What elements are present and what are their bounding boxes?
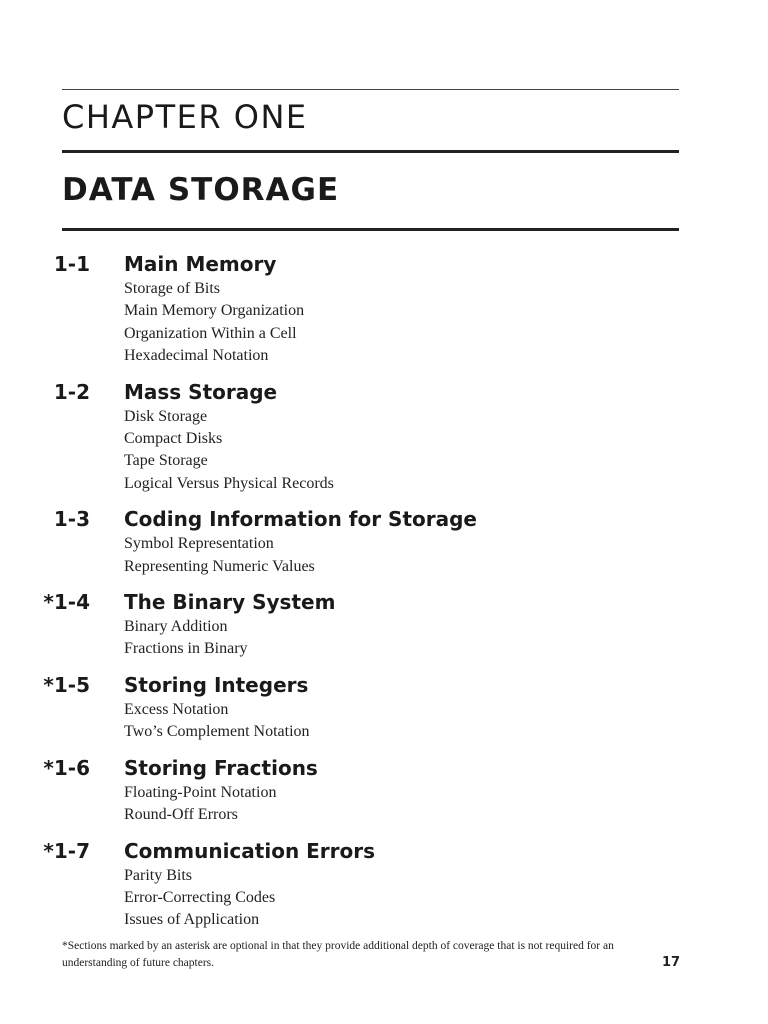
subsection-item: Organization Within a Cell: [124, 324, 297, 342]
subsection-item: Fractions in Binary: [124, 640, 248, 658]
section-number: *1-5: [43, 672, 90, 697]
toc-section: [0, 250, 768, 368]
section-number: 1-3: [53, 507, 90, 532]
chapter-label: CHAPTER ONE: [62, 98, 308, 136]
chapter-title-rule: [62, 228, 679, 231]
section-title: Storing Fractions: [124, 755, 318, 780]
subsection-item: Representing Numeric Values: [124, 557, 315, 575]
footnote: *Sections marked by an asterisk are optional in that they provide additional depth of coverage that is not required for an understanding of future chapters.: [62, 940, 614, 969]
subsection-item: Symbol Representation: [124, 535, 274, 553]
subsection-item: Disk Storage: [124, 407, 208, 425]
page-number: 17: [662, 955, 681, 970]
subsection-item: Logical Versus Physical Records: [124, 474, 334, 492]
section-title: Mass Storage: [124, 379, 278, 404]
subsection-item: Tape Storage: [124, 452, 208, 470]
subsection-list: [124, 533, 768, 578]
section-number: 1-2: [53, 379, 90, 404]
subsection-item: Excess Notation: [124, 700, 229, 718]
subsection-item: Error-Correcting Codes: [124, 888, 276, 906]
toc-section: [0, 754, 768, 827]
toc-section: [0, 837, 768, 932]
subsection-item: Round-Off Errors: [124, 806, 238, 824]
subsection-item: Binary Addition: [124, 618, 228, 636]
subsection-item: Storage of Bits: [124, 280, 220, 297]
subsection-list: [124, 278, 768, 368]
chapter-label-rule: [62, 150, 679, 153]
section-title: Coding Information for Storage: [124, 507, 477, 532]
subsection-list: [124, 699, 768, 744]
subsection-list: [124, 406, 768, 496]
toc-section: [0, 588, 768, 661]
section-number: *1-4: [43, 590, 90, 615]
toc-section: [0, 505, 768, 578]
section-list: [0, 250, 768, 932]
subsection-item: Hexadecimal Notation: [124, 347, 269, 365]
subsection-item: Floating-Point Notation: [124, 783, 277, 801]
section-title: Main Memory: [124, 252, 277, 276]
toc-section: [0, 378, 768, 496]
subsection-list: [124, 616, 768, 661]
chapter-title: DATA STORAGE: [62, 172, 340, 208]
section-number: *1-7: [43, 838, 90, 863]
subsection-item: Main Memory Organization: [124, 302, 305, 320]
subsection-item: Compact Disks: [124, 430, 223, 448]
subsection-item: Parity Bits: [124, 866, 193, 884]
subsection-list: [124, 782, 768, 827]
section-title: The Binary System: [124, 590, 336, 615]
top-rule: [62, 89, 679, 90]
subsection-item: Two’s Complement Notation: [124, 723, 310, 741]
section-number: 1-1: [53, 252, 90, 276]
section-title: Storing Integers: [124, 672, 309, 697]
section-number: *1-6: [43, 755, 90, 780]
toc-section: [0, 671, 768, 744]
section-title: Communication Errors: [124, 838, 376, 863]
subsection-list: [124, 865, 768, 932]
subsection-item: Issues of Application: [124, 911, 260, 929]
